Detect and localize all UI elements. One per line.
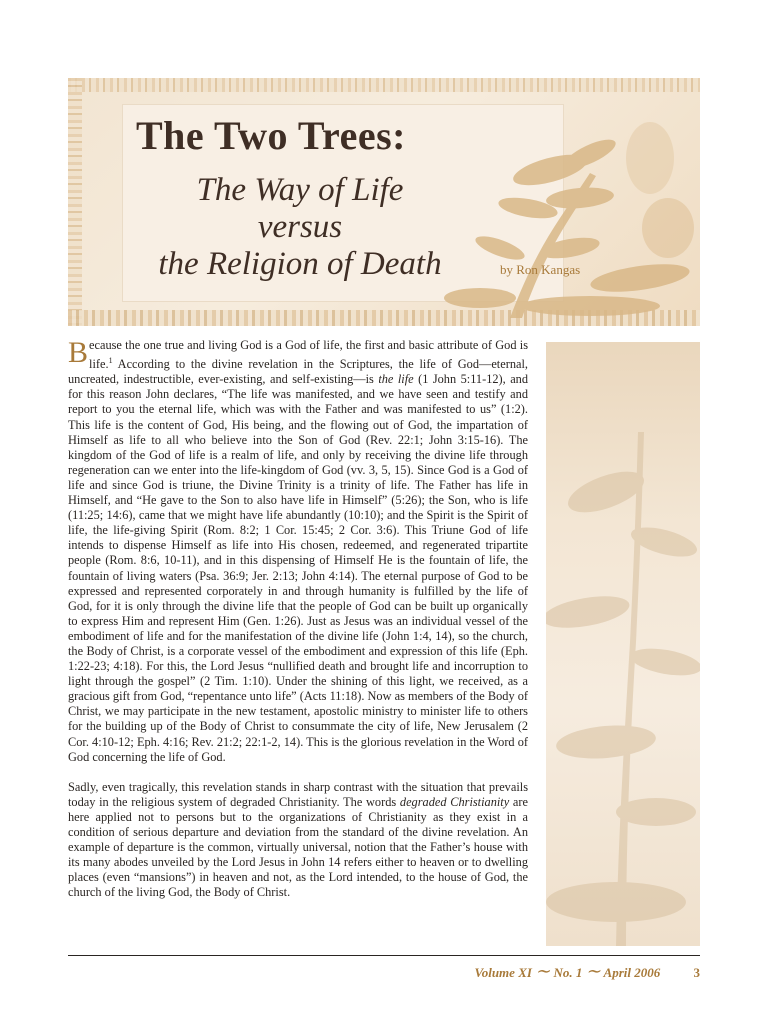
- page-footer: [474, 961, 700, 982]
- footer-separator: ∼: [585, 961, 601, 981]
- faded-tree-illustration: [546, 342, 700, 946]
- decorative-side-panel: [546, 342, 700, 946]
- paragraph-2: Sadly, even tragically, this revelation stands in sharp contrast with the situation that prevails today in the religious system of degraded Christianity. The words degraded Christianity are here applied not to persons but to the organizations of Christianity as they exist in a condition of serious departure and deviation from the standard of the divine revelation. An example of departure is the common, virtually universal, notion that the Father’s house with its many abodes unveiled by the Lord Jesus in John 14 refers either to heaven or to dwelling places (even “mansions”) in heaven and not, as the Lord intended, to the house of God, the church of the living God, the Body of Christ.: [68, 779, 528, 900]
- footer-date: April 2006: [603, 965, 661, 980]
- footer-volume: Volume XI: [474, 965, 532, 980]
- author-byline: by Ron Kangas: [500, 262, 581, 277]
- drop-cap: B: [68, 336, 89, 369]
- tree-illustration: [440, 78, 700, 326]
- subtitle-line-3: the Religion of Death: [158, 246, 442, 282]
- page-number: 3: [693, 965, 700, 980]
- footnote-marker[interactable]: 1: [108, 356, 113, 366]
- footer-separator: ∼: [535, 961, 551, 981]
- subtitle-line-1: The Way of Life: [196, 172, 404, 208]
- article-title: The Two Trees:: [136, 113, 406, 158]
- article-body: [68, 338, 528, 915]
- paragraph-1: Because the one true and living God is a God of life, the first and basic attribute of God is life.$^1$ According to the divine revelation in the Scriptures, the life of God—eternal, uncreated, indestructible, ever-existing, and self-existing—is the life (1 John 5:11-12), and for this reason John declares, “The life was manifested, and we have seen and testify and report to you the eternal life, which was with the Father and was manifested to us” (1:2). This life is the content of God, His being, and the flowing out of God, the impartation of Himself as life to all who believe into the Son of God (Rev. 22:1; John 3:15-16). The kingdom of the God of life is a realm of life, and only by receiving the divine life through regeneration can we enter into the life-kingdom of God (vv. 3, 5, 15). Since God is a God of life and since God is triune, the Divine Trinity is a trinity of life. The Father has life in Himself, and “He gave to the Son to also have life in Himself” (5:26); the Son, who is life (11:25; 14:6), came that we might have life abundantly (10:10); and the Spirit is the Spirit of life, the life-giving Spirit (Rom. 8:2; 1 Cor. 15:45; 2 Cor. 3:6). This Triune God of life intends to dispense Himself as life into His chosen, redeemed, and regenerated tripartite people (Rom. 8:6, 10-11), and in this dispensing of Himself He is the fountain of life, the fountain of living waters (Psa. 36:9; Jer. 2:13; John 4:14). The eternal purpose of God to be expressed and represented corporately in and through humanity is fulfilled by the life of God, for it is only through the divine life that the people of God can be built up organically to express Him and represent Him (Gen. 1:26). Just as Jesus was an individual vessel of the embodiment of life and for the manifestation of the divine life (John 1:4, 14), so the church, the Body of Christ, is a corporate vessel of the embodiment and expression of this life (Eph. 1:22-23; 4:18). For this, the Lord Jesus “nullified death and brought life and incorruption to light through the gospel” (2 Tim. 1:10). Under the shining of this light, we received, as a gracious gift from God, “repentance unto life” (Acts 11:18). Now as members of the Body of Christ, we may participate in the new testament, apostolic ministry to minister life to others for the building up of the Body of Christ to consummate the city of life, New Jerusalem (2 Cor. 4:10-12; Eph. 4:16; Rev. 21:2; 22:1-2, 14). This is the glorious revelation in the Word of God concerning the life of God.: [68, 336, 529, 764]
- banner-border-left: [68, 78, 82, 326]
- footer-issue: No. 1: [553, 965, 583, 980]
- footer-rule: [68, 955, 700, 956]
- subtitle-line-2: versus: [257, 209, 343, 245]
